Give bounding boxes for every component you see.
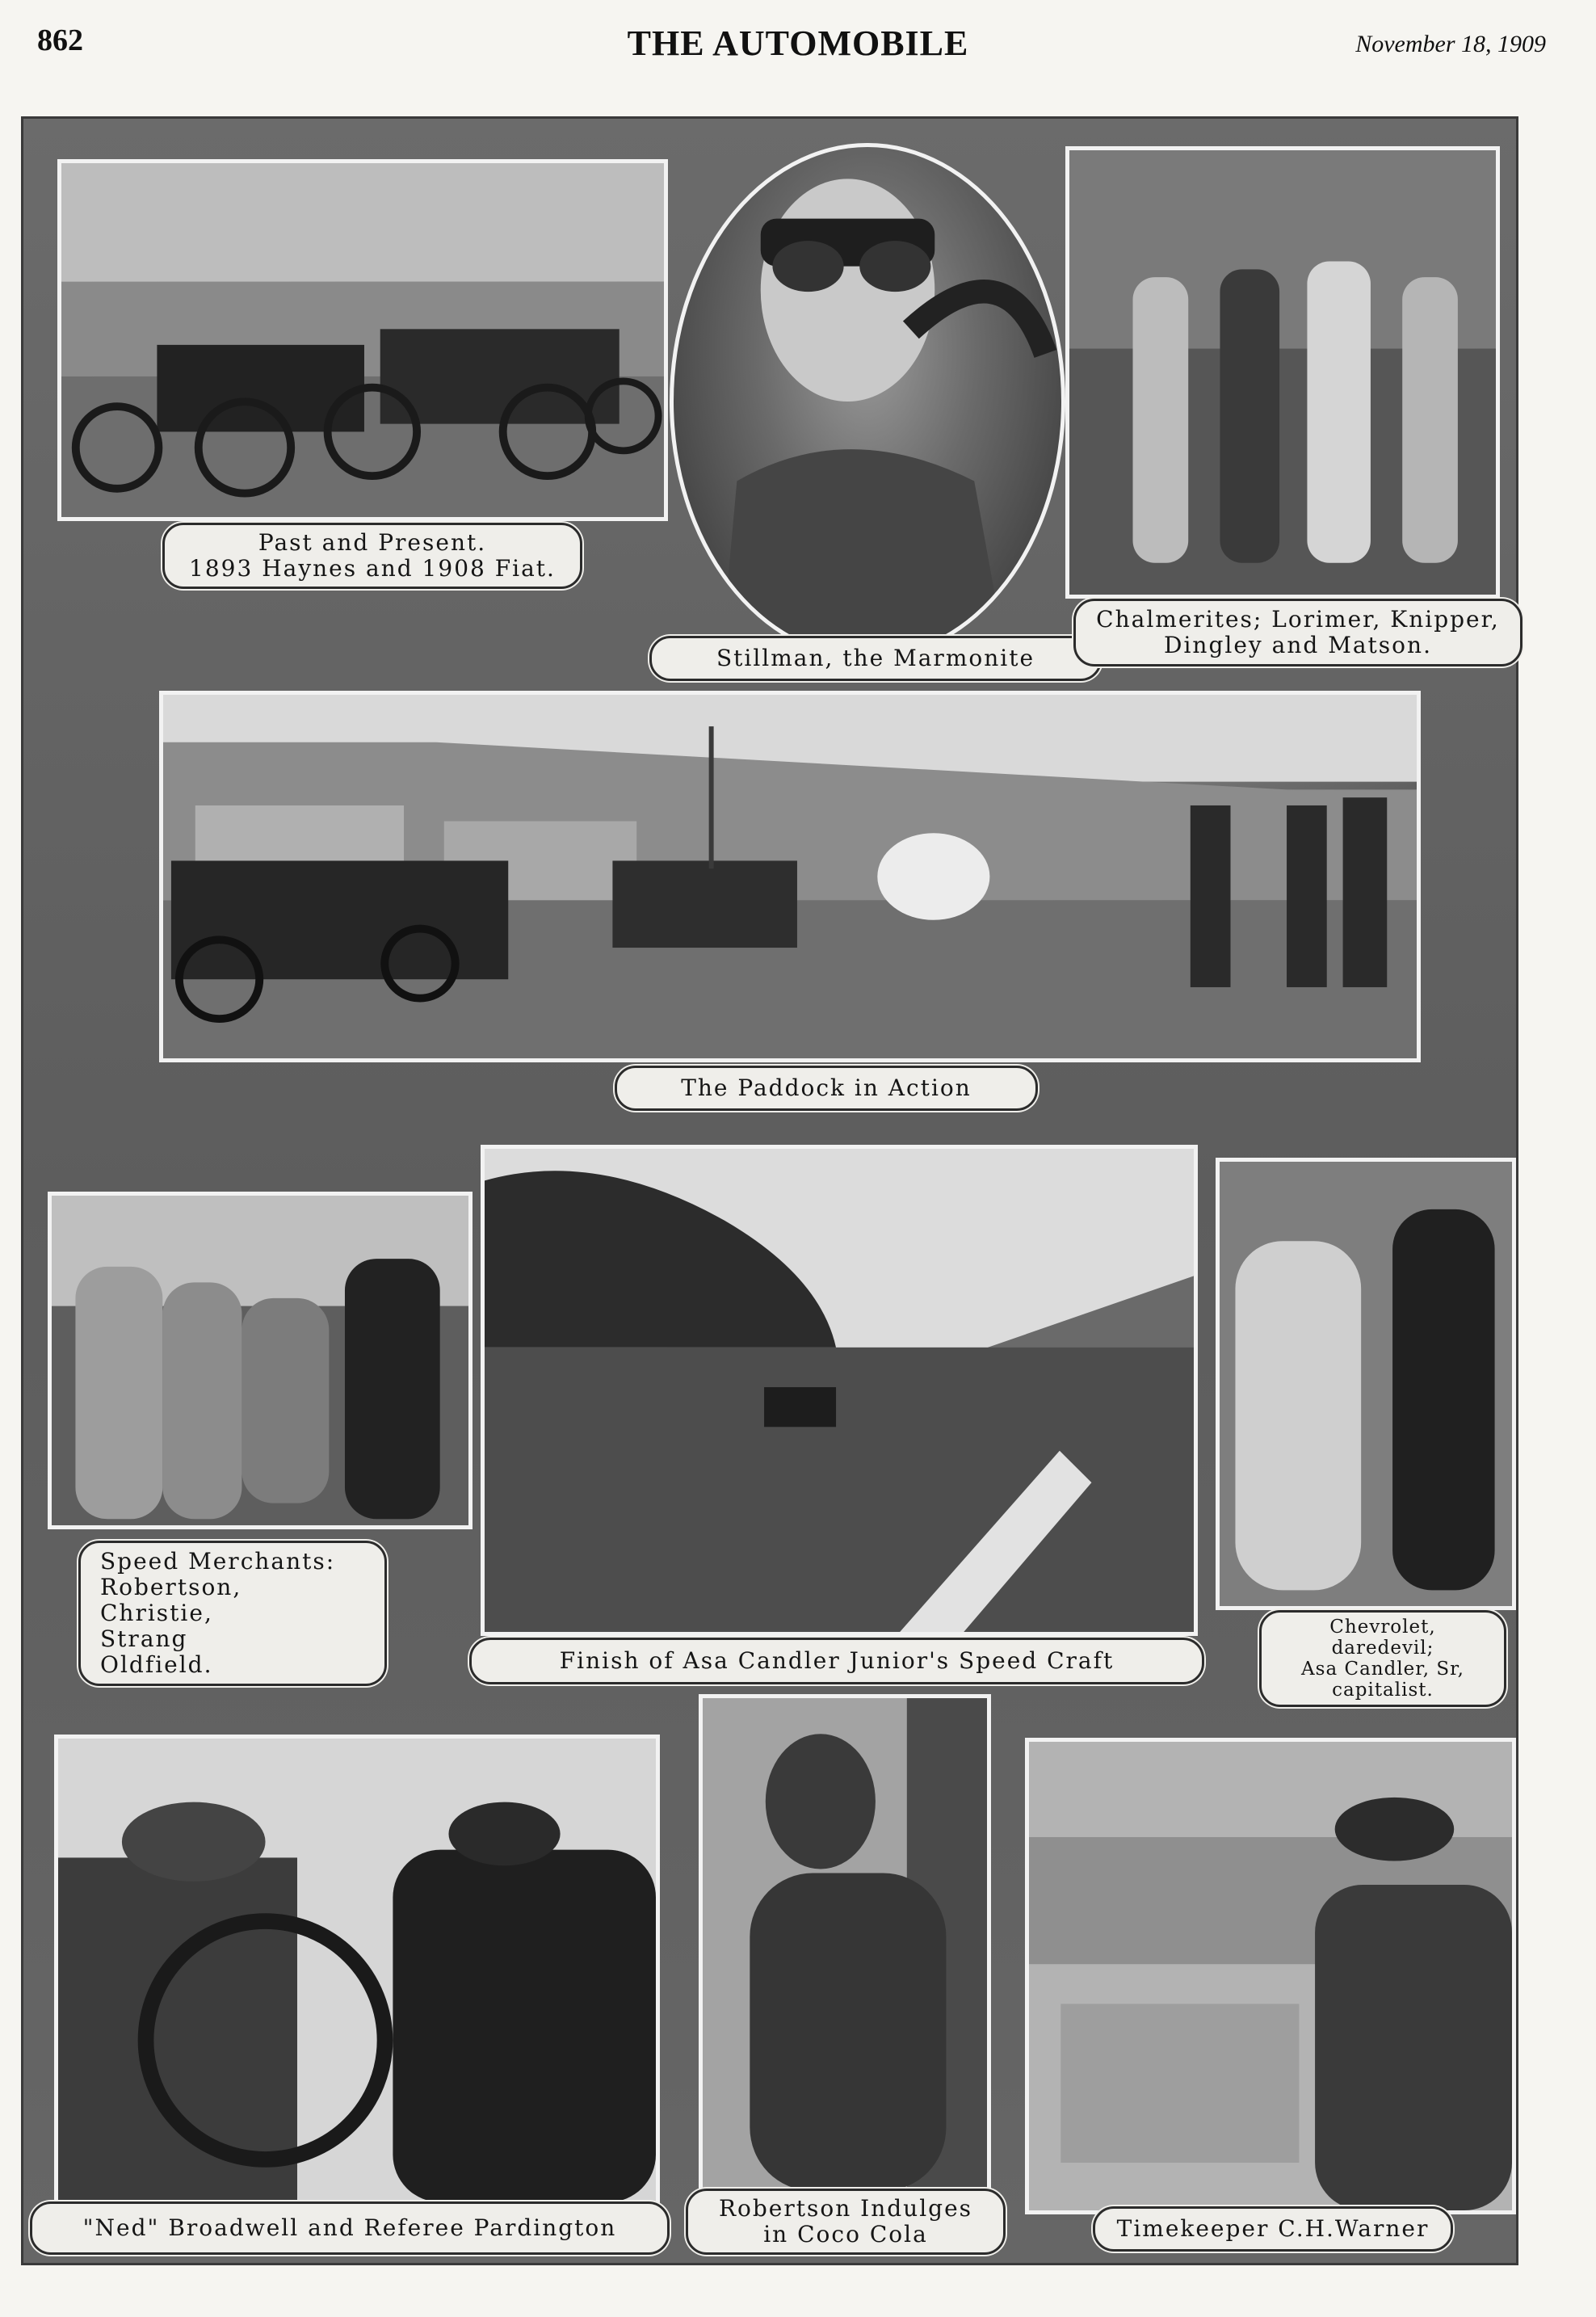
photo-speed-merchants: [48, 1192, 472, 1529]
photo-past-and-present: [57, 159, 668, 521]
photo-chalmerites: [1065, 146, 1500, 599]
caption-past-and-present: Past and Present. 1893 Haynes and 1908 Fiat.: [162, 523, 582, 589]
photo-robertson-coca-cola: [699, 1694, 991, 2195]
issue-date: November 18, 1909: [1355, 31, 1546, 57]
magazine-title: THE AUTOMOBILE: [627, 23, 969, 63]
photo-timekeeper: [1025, 1738, 1516, 2214]
caption-paddock: The Paddock in Action: [615, 1066, 1038, 1111]
photo-chevrolet-candler: [1216, 1158, 1516, 1610]
caption-broadwell-pardington: "Ned" Broadwell and Referee Pardington: [30, 2201, 670, 2255]
photo-paddock: [159, 691, 1421, 1062]
caption-chevrolet-candler: Chevrolet, daredevil; Asa Candler, Sr, capitalist.: [1259, 1610, 1506, 1707]
photo-plate: [21, 116, 1518, 2265]
caption-finish: Finish of Asa Candler Junior's Speed Craft: [469, 1638, 1204, 1684]
page-number: 862: [37, 23, 83, 57]
photo-broadwell-pardington: [54, 1735, 660, 2206]
caption-timekeeper: Timekeeper C.H.Warner: [1093, 2206, 1453, 2252]
caption-speed-merchants: Speed Merchants: Robertson, Christie, Strang Oldfield.: [78, 1541, 387, 1686]
caption-robertson-coca-cola: Robertson Indulges in Coco Cola: [686, 2189, 1006, 2255]
caption-stillman: Stillman, the Marmonite: [649, 636, 1102, 681]
photo-finish: [481, 1145, 1198, 1636]
photo-stillman: [670, 143, 1065, 660]
caption-chalmerites: Chalmerites; Lorimer, Knipper, Dingley and Matson.: [1073, 599, 1522, 667]
